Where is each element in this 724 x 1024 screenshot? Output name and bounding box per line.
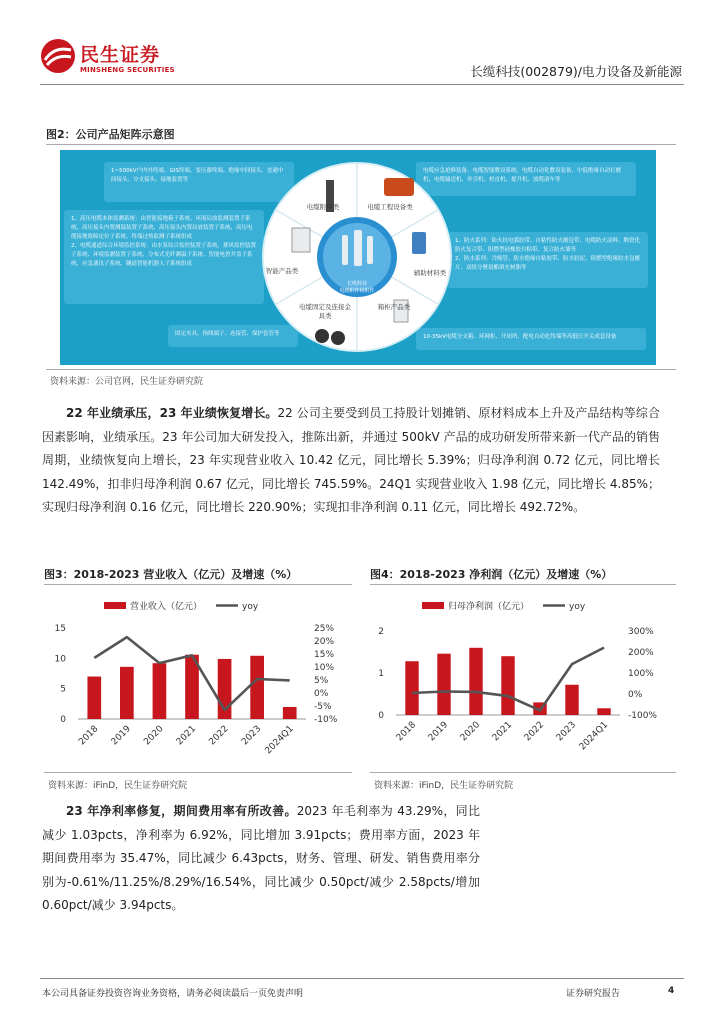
x-tick-label: 2021 bbox=[490, 720, 515, 744]
segment-accessories: 电缆附件类 bbox=[306, 203, 340, 211]
revenue-chart bbox=[44, 590, 358, 770]
footer-divider bbox=[40, 978, 684, 979]
net-profit-chart bbox=[368, 590, 678, 770]
segment-engineering-equipment: 电缆工程设备类 bbox=[367, 203, 413, 211]
paragraph-performance-heading: 22 年业绩承压，23 年业绩恢复增长。 bbox=[66, 406, 278, 420]
auxiliary-material-icon bbox=[412, 232, 426, 254]
y2-tick-label: 10% bbox=[314, 663, 335, 673]
paragraph-margins-heading: 23 年净利率修复，期间费用率有所改善。 bbox=[66, 804, 297, 818]
x-tick-label: 2020 bbox=[142, 724, 166, 748]
box-cabinet-desc: 10-35kV电缆分支箱、环网柜、开闭所、配电自动化终端等高低压开关成套设备 bbox=[416, 328, 646, 350]
segment-auxiliary-materials: 辅助材料类 bbox=[413, 269, 447, 277]
y-tick-label: 0 bbox=[60, 715, 66, 725]
y2-tick-label: 300% bbox=[628, 627, 654, 637]
box-auxiliary-desc: 1、防火系列：防火抗电弧胶带、自粘性防火缠包带、电缆防火涂料、陶瓷化防火复合带、阻燃型硅橡胶自粘带、复合防火墙等 2、防水系列：冷缩管、防水绝缘自粘胶带、防水胶泥、阻燃型绝缘胶水包覆片、双组分聚氨酯填充树脂等 bbox=[448, 232, 648, 288]
y2-tick-label: 0% bbox=[628, 690, 643, 700]
y2-tick-label: -100% bbox=[628, 711, 657, 721]
bar bbox=[120, 667, 134, 719]
report-subject: 长缆科技(002879)/电力设备及新能源 bbox=[470, 64, 682, 79]
paragraph-performance bbox=[42, 402, 660, 520]
paragraph-margins bbox=[42, 800, 480, 918]
y2-tick-label: 5% bbox=[314, 676, 329, 686]
product-matrix-diagram bbox=[60, 150, 656, 365]
y-tick-label: 10 bbox=[54, 654, 66, 665]
paragraph-performance-body: 22 公司主要受到员工持股计划摊销、原材料成本上升及产品结构等综合因素影响，业绩承压。23 年公司加大研发投入，推陈出新，并通过 500kV 产品的成功研发所带来新一代产品的销售周期，业绩恢复向上增长，23 年实现营业收入 10.42 亿元，同比增长 5.39%；归母净利润 0.72 亿元，同比增长 142.49%，扣非归母净利润 0.67 亿元，同比增长 745.59%。24Q1 实现营业收入 1.98 亿元，同比增长 4.85%；实现归母净利润 0.16 亿元，同比增长 220.90%；实现扣非净利润 0.11 亿元，同比增长 492.72%。 bbox=[42, 406, 660, 514]
figure3-title-rule bbox=[44, 584, 352, 585]
footer-disclaimer: 本公司具备证券投资咨询业务资格，请务必阅读最后一页免责声明 bbox=[42, 989, 304, 999]
bar bbox=[469, 648, 482, 715]
center-label bbox=[332, 280, 382, 294]
box-smart-products-desc: 1、高压电缆本体监测系统：由智能接地箱子系统、环流局放监测装置子系统、高压接头内置测温装置子系统、高压接头内置局放装置子系统、高压电缆接地故障定位子系统、终端过热监测子系统组成 2、电缆通道综合环境监控系统：由水泵综合监控装置子系统、排风监控装置子系统、环境监测装置子系统、分布式光纤测温子系统、智能电控井盖子系统、应急通讯子系统、隧道智能机器人子系统组成 bbox=[64, 210, 264, 304]
segment-cabinets: 箱柜产品类 bbox=[377, 303, 411, 311]
y-tick-label: 2 bbox=[378, 627, 384, 637]
brand-logo bbox=[40, 38, 76, 74]
legend-bar-swatch bbox=[422, 602, 444, 609]
header-divider bbox=[40, 84, 684, 85]
x-tick-label: 2021 bbox=[174, 724, 199, 748]
x-tick-label: 2022 bbox=[522, 720, 547, 744]
y-tick-label: 0 bbox=[378, 711, 384, 721]
x-tick-label: 2018 bbox=[77, 724, 101, 748]
figure3-bottom-rule bbox=[44, 772, 352, 773]
box-fixtures-desc: 固定夹具、指线端子、连接管、保护套管等 bbox=[168, 325, 298, 347]
figure4-title-rule bbox=[370, 584, 676, 585]
figure2-source: 资料来源：公司官网，民生证券研究院 bbox=[50, 377, 204, 387]
x-tick-label: 2023 bbox=[239, 724, 264, 748]
engineering-equipment-icon bbox=[384, 178, 414, 196]
box-accessories-desc: 1~500kV户内外终端、GIS终端、变压器终端、绝缘中间接头、直通中间接头、分支接头、接地装置等 bbox=[104, 162, 294, 202]
smart-product-icon bbox=[292, 228, 310, 252]
x-tick-label: 2018 bbox=[394, 720, 419, 744]
center-label-1: 长缆科技 bbox=[346, 281, 367, 287]
y2-tick-label: 20% bbox=[314, 637, 335, 647]
box-equipment-desc: 电缆应急抢修装备、电缆智能敷设系统、电缆自动化敷设装备、中低绝缘自动打磨机、电缆输送机、牵引机、校直机、提升机、放缆滚车等 bbox=[416, 162, 636, 196]
figure3-title: 图3：2018-2023 营业收入（亿元）及增速（%） bbox=[44, 568, 298, 581]
legend-line-label: yoy bbox=[569, 602, 586, 612]
figure2-title: 图2：公司产品矩阵示意图 bbox=[46, 128, 175, 141]
page-number: 4 bbox=[668, 986, 675, 996]
x-tick-label: 2019 bbox=[426, 720, 451, 744]
legend-bar-swatch bbox=[104, 602, 126, 609]
minsheng-logo-icon bbox=[40, 38, 76, 74]
legend-bar-label: 营业收入（亿元） bbox=[130, 602, 203, 612]
bar bbox=[501, 656, 514, 715]
y2-tick-label: -10% bbox=[314, 715, 338, 725]
brand-name-cn: 民生证券 bbox=[80, 44, 161, 66]
figure2-title-rule bbox=[46, 144, 676, 145]
bar bbox=[153, 663, 167, 719]
product-wheel bbox=[262, 150, 452, 365]
brand-name-en: MINSHENG SECURITIES bbox=[80, 66, 175, 74]
x-tick-label: 2019 bbox=[109, 724, 133, 748]
bar bbox=[565, 685, 578, 715]
figure2-bottom-rule bbox=[46, 369, 676, 370]
figure3-source: 资料来源：iFinD，民生证券研究院 bbox=[48, 781, 188, 791]
y2-tick-label: 15% bbox=[314, 650, 335, 660]
x-tick-label: 2023 bbox=[554, 720, 579, 744]
y2-tick-label: 25% bbox=[314, 624, 335, 634]
fixture-icon bbox=[315, 329, 329, 343]
legend-bar-label: 归母净利润（亿元） bbox=[448, 602, 530, 612]
y2-tick-label: 200% bbox=[628, 648, 654, 658]
x-tick-label: 2022 bbox=[207, 724, 231, 748]
center-label-2: 电缆附件和附件 bbox=[339, 288, 375, 294]
x-tick-label: 2024Q1 bbox=[263, 724, 296, 757]
y2-tick-label: 100% bbox=[628, 669, 654, 679]
figure4-source: 资料来源：iFinD，民生证券研究院 bbox=[374, 781, 514, 791]
bar bbox=[437, 654, 450, 715]
y-tick-label: 15 bbox=[54, 624, 66, 634]
figure4-bottom-rule bbox=[370, 772, 676, 773]
segment-fixtures: 电缆固定及连接金具类 bbox=[299, 303, 351, 320]
paragraph-margins-body: 2023 年毛利率为 43.29%，同比减少 1.03pcts，净利率为 6.92%，同比增加 3.91pcts；费用率方面，2023 年期间费用率为 35.47%，同比减少 6.43pcts，财务、管理、研发、销售费用率分别为-0.61%/11.25%/8.29%/16.54%，同比减少 0.50pct/减少 2.58pcts/增加 0.60pct/减少 3.94pcts。 bbox=[42, 804, 480, 912]
y-tick-label: 5 bbox=[60, 684, 66, 695]
bar bbox=[283, 707, 297, 719]
legend-line-label: yoy bbox=[242, 602, 259, 612]
bar bbox=[87, 677, 101, 719]
figure4-title: 图4：2018-2023 净利润（亿元）及增速（%） bbox=[370, 568, 613, 581]
segment-smart-products: 智能产品类 bbox=[265, 267, 299, 275]
y-tick-label: 1 bbox=[378, 669, 384, 679]
x-tick-label: 2024Q1 bbox=[577, 720, 611, 753]
footer-report-type: 证券研究报告 bbox=[566, 989, 621, 999]
bar bbox=[597, 708, 610, 715]
bar bbox=[250, 656, 264, 719]
y2-tick-label: 0% bbox=[314, 689, 329, 699]
y2-tick-label: -5% bbox=[314, 702, 332, 712]
x-tick-label: 2020 bbox=[458, 720, 483, 744]
bar bbox=[405, 661, 418, 715]
